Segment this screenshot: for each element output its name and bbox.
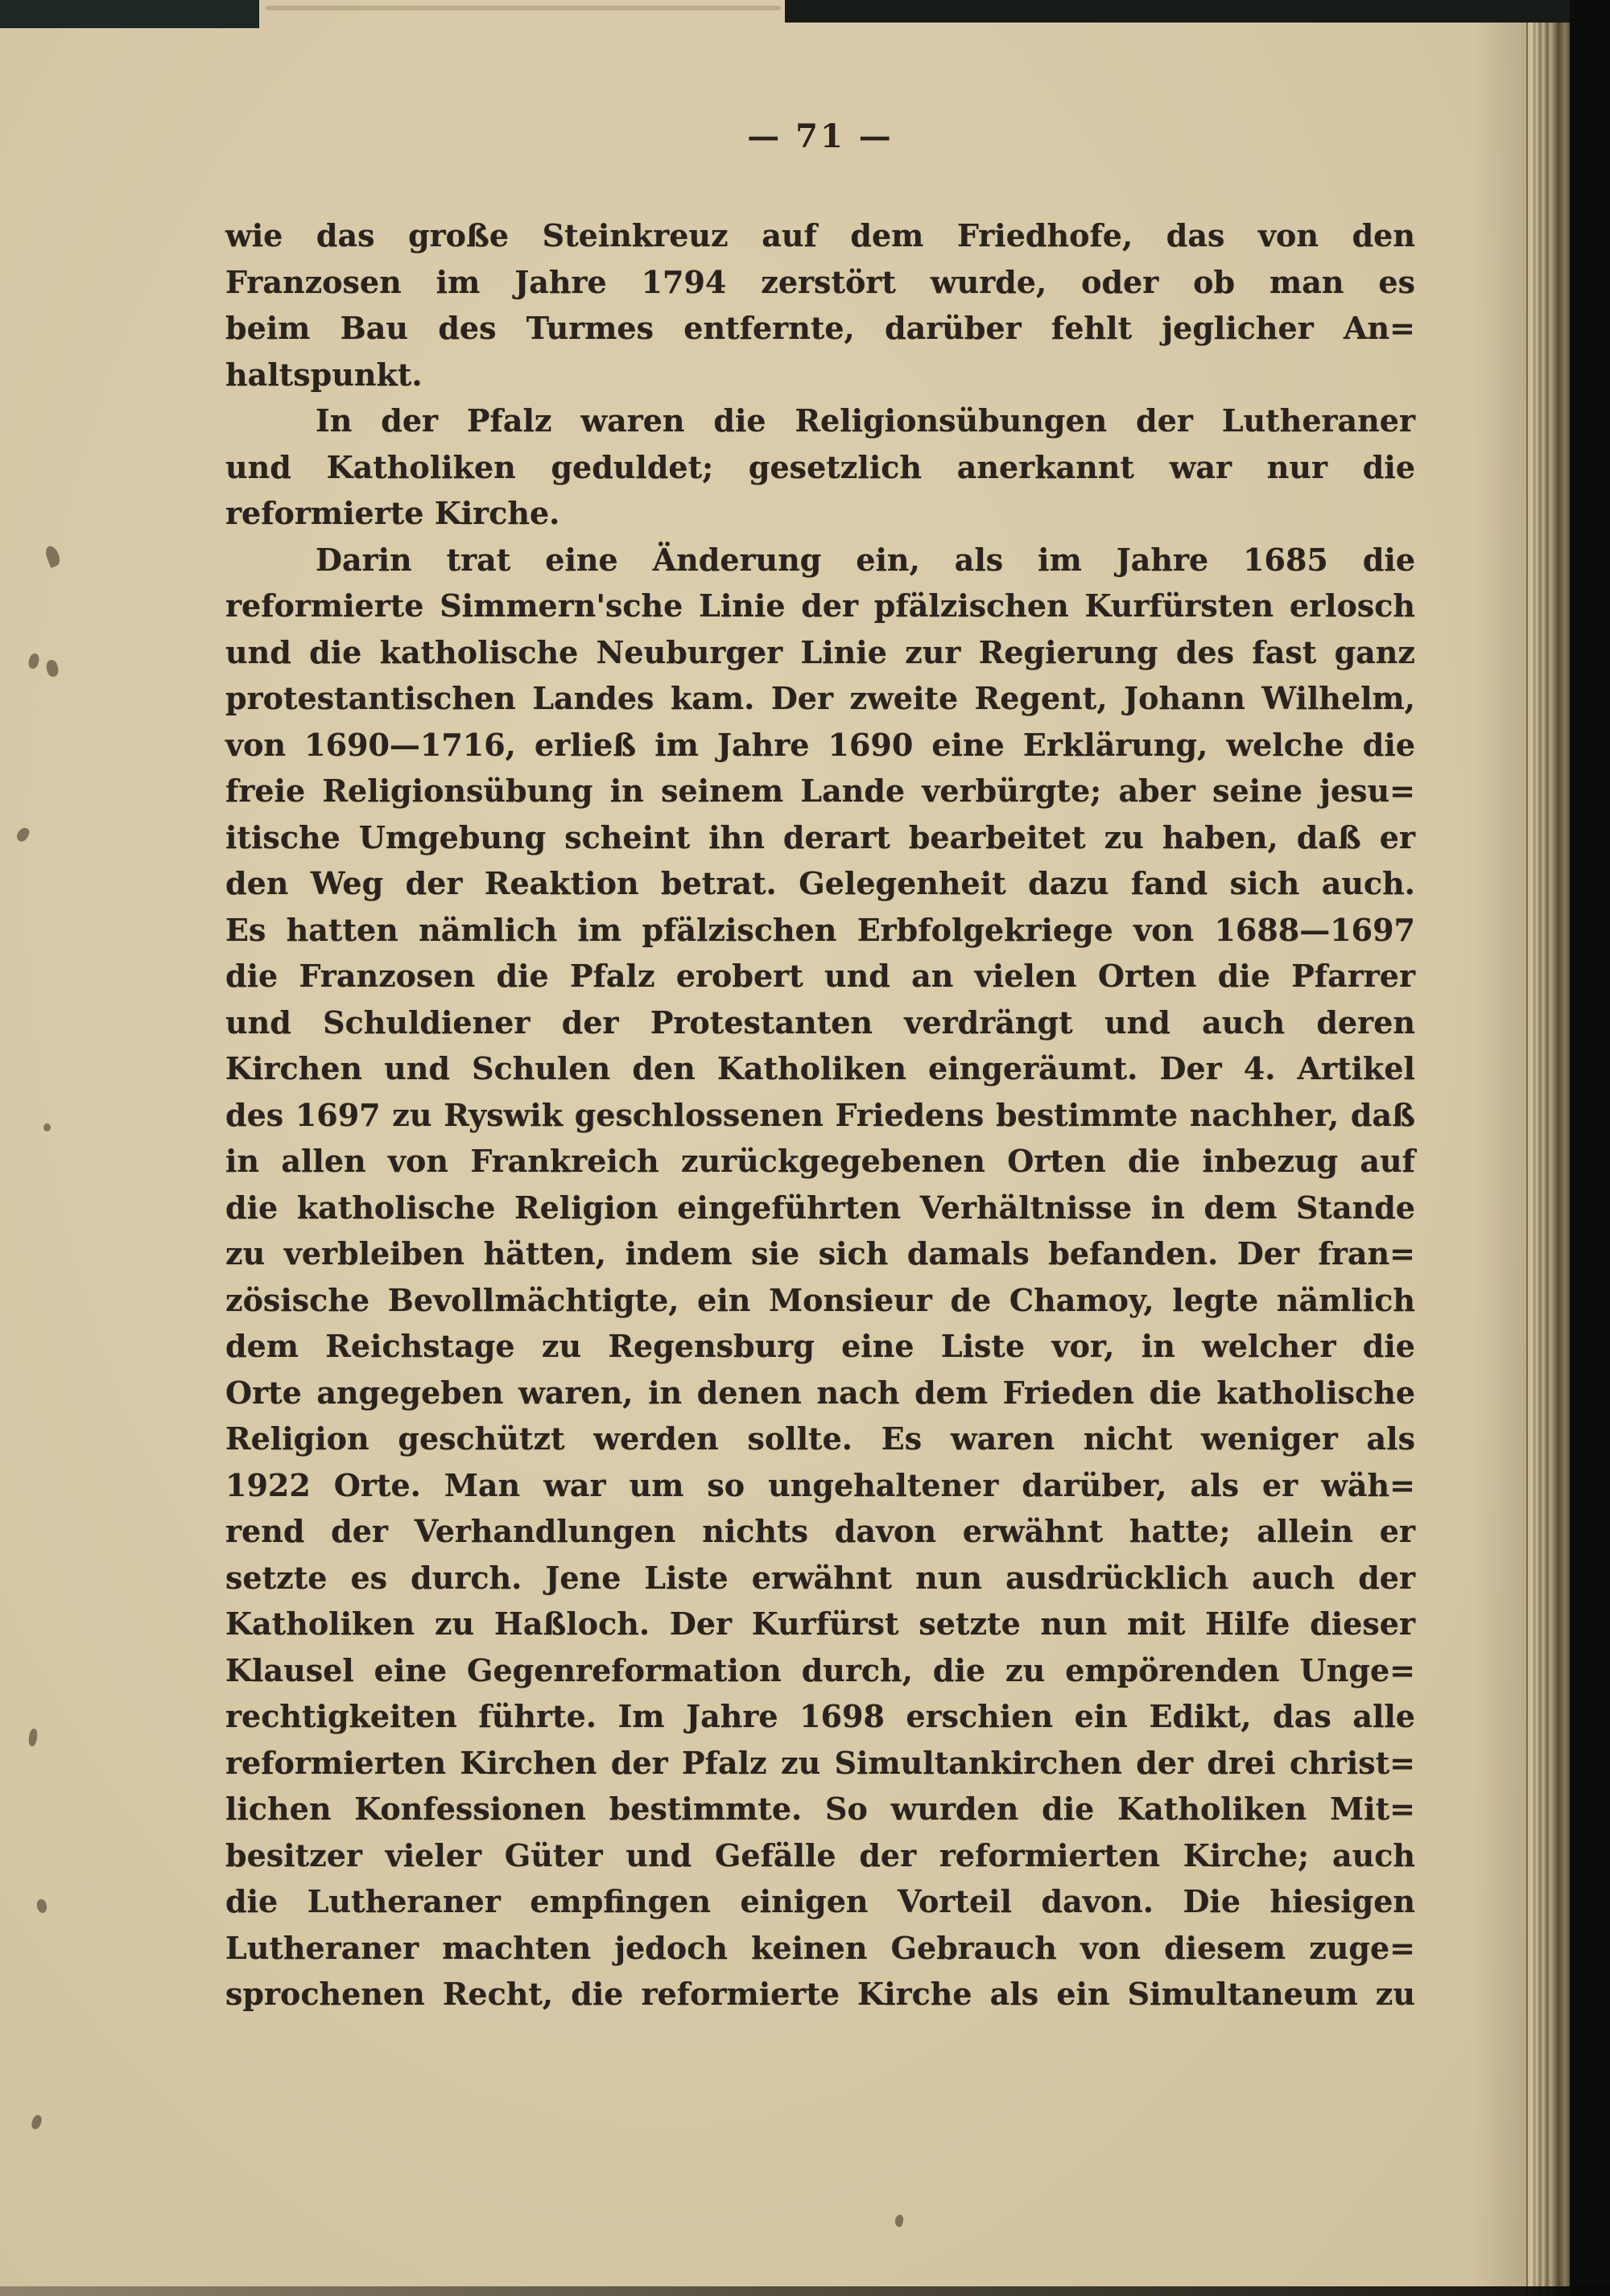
text-line: reformierte Simmern'sche Linie der pfälzischen Kurfürsten erlosch	[225, 587, 1415, 624]
photo-background-top-right	[785, 0, 1610, 23]
text-line: dem Reichstage zu Regensburg eine Liste vor, in welcher die	[225, 1328, 1415, 1364]
text-line: Darin trat eine Änderung ein, als im Jahre 1685 die	[316, 541, 1415, 578]
text-line: rend der Verhandlungen nichts davon erwähnt hatte; allein er	[225, 1513, 1415, 1549]
photo-background-top-left	[0, 0, 259, 28]
text-line: haltspunkt.	[225, 356, 423, 393]
text-line: freie Religionsübung in seinem Lande verbürgte; aber seine jesu=	[225, 773, 1415, 809]
ink-speck	[43, 1123, 51, 1132]
text-line: und Katholiken geduldet; gesetzlich anerkannt war nur die	[225, 448, 1415, 485]
text-line: wie das große Steinkreuz auf dem Friedhofe, das von den	[225, 217, 1415, 254]
text-line: Katholiken zu Haßloch. Der Kurfürst setzte nun mit Hilfe dieser	[225, 1606, 1415, 1642]
paragraph	[225, 537, 1415, 2018]
text-line: die Lutheraner empfingen einigen Vorteil davon. Die hiesigen	[225, 1883, 1415, 1919]
text-line: In der Pfalz waren die Religionsübungen der Lutheraner	[316, 402, 1415, 439]
text-line: Klausel eine Gegenreformation durch, die zu empörenden Unge=	[225, 1651, 1415, 1688]
text-line: den Weg der Reaktion betrat. Gelegenheit dazu fand sich auch.	[225, 865, 1415, 901]
text-line: zösische Bevollmächtigte, ein Monsieur de Chamoy, legte nämlich	[225, 1281, 1415, 1318]
text-line: Franzosen im Jahre 1794 zerstört wurde, oder ob man es	[225, 263, 1415, 300]
paragraph	[225, 398, 1415, 537]
text-line: beim Bau des Turmes entfernte, darüber fehlt jeglicher An=	[225, 310, 1415, 346]
text-line: Religion geschützt werden sollte. Es waren nicht weniger als	[225, 1420, 1415, 1457]
text-line: protestantischen Landes kam. Der zweite Regent, Johann Wilhelm,	[225, 680, 1415, 716]
text-line: Es hatten nämlich im pfälzischen Erbfolgekriege von 1688—1697	[225, 911, 1415, 948]
text-line: Kirchen und Schulen den Katholiken eingeräumt. Der 4. Artikel	[225, 1050, 1415, 1086]
stacked-page-edges	[1526, 0, 1573, 2296]
text-line: rechtigkeiten führte. Im Jahre 1698 erschien ein Edikt, das alle	[225, 1698, 1415, 1734]
text-line: die Franzosen die Pfalz erobert und an vielen Orten die Pfarrer	[225, 958, 1415, 994]
text-line: Orte angegeben waren, in denen nach dem Frieden die katholische	[225, 1374, 1415, 1411]
text-line: reformierten Kirchen der Pfalz zu Simultankirchen der drei christ=	[225, 1744, 1415, 1781]
text-line: zu verbleiben hätten, indem sie sich damals befanden. Der fran=	[225, 1235, 1415, 1272]
body-text	[225, 212, 1415, 2018]
paragraph	[225, 212, 1415, 398]
text-line: und Schuldiener der Protestanten verdrängt und auch deren	[225, 1004, 1415, 1041]
page-number: — 71 —	[747, 117, 894, 155]
text-line: itische Umgebung scheint ihn derart bearbeitet zu haben, daß er	[225, 818, 1415, 855]
page-top-edge-line	[266, 6, 781, 10]
page-curvature-shadow	[1473, 0, 1530, 2296]
text-line: und die katholische Neuburger Linie zur Regierung des fast ganz	[225, 633, 1415, 670]
photo-background-right-band	[1570, 0, 1610, 2296]
text-line: von 1690—1716, erließ im Jahre 1690 eine Erklärung, welche die	[225, 726, 1415, 763]
text-line: in allen von Frankreich zurückgegebenen Orten die inbezug auf	[225, 1143, 1415, 1179]
text-line: die katholische Religion eingeführten Verhältnisse in dem Stande	[225, 1189, 1415, 1226]
photo-background-bottom-strip	[0, 2286, 1610, 2296]
text-line: lichen Konfessionen bestimmte. So wurden die Katholiken Mit=	[225, 1791, 1415, 1827]
text-line: reformierte Kirche.	[225, 495, 560, 531]
text-line: setzte es durch. Jene Liste erwähnt nun ausdrücklich auch der	[225, 1559, 1415, 1596]
text-line: des 1697 zu Ryswik geschlossenen Friedens bestimmte nachher, daß	[225, 1096, 1415, 1133]
text-line: sprochenen Recht, die reformierte Kirche als ein Simultaneum zu	[225, 1976, 1415, 2012]
text-line: Lutheraner machten jedoch keinen Gebrauch von diesem zuge=	[225, 1929, 1415, 1966]
text-line: besitzer vieler Güter und Gefälle der reformierten Kirche; auch	[225, 1836, 1415, 1873]
text-line: 1922 Orte. Man war um so ungehaltener darüber, als er wäh=	[225, 1466, 1415, 1503]
